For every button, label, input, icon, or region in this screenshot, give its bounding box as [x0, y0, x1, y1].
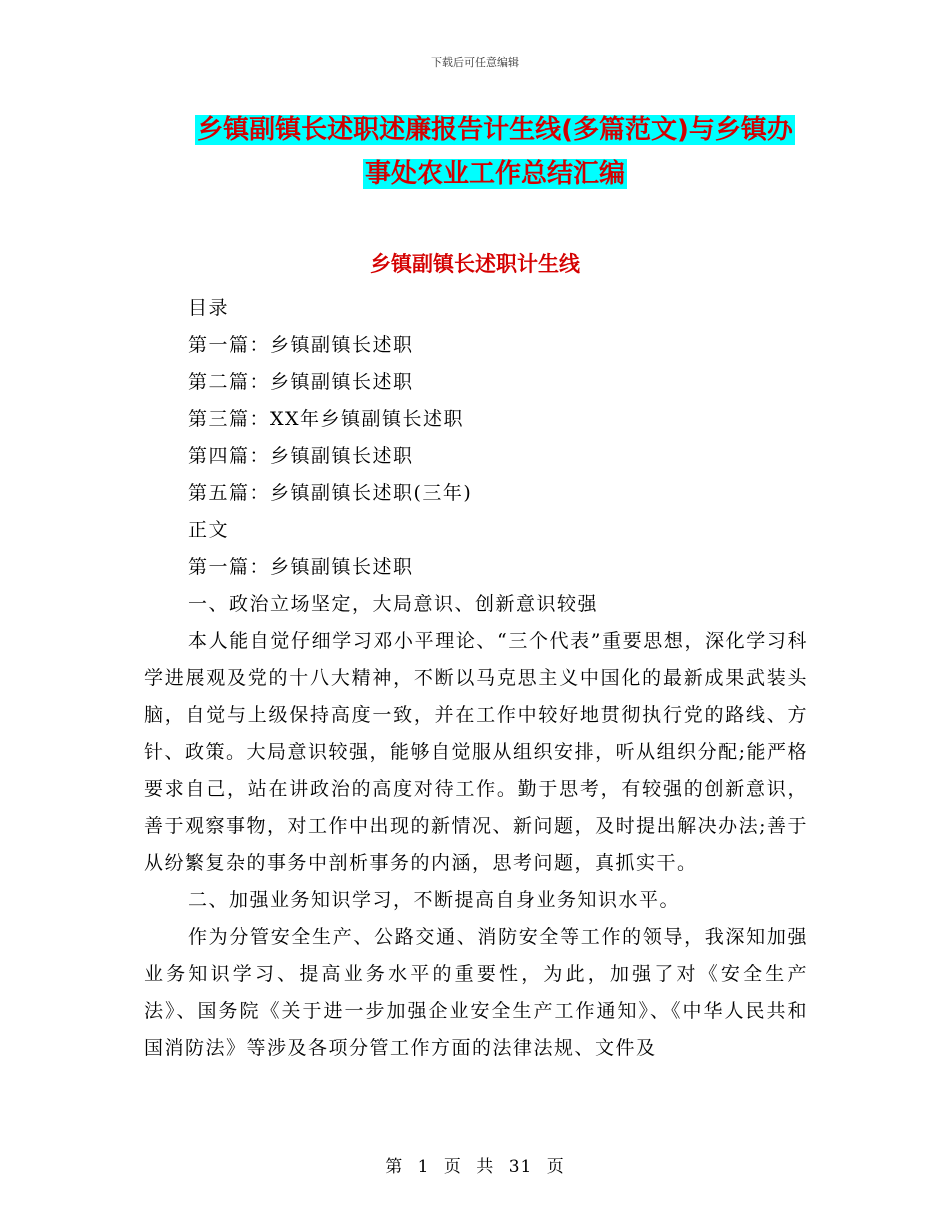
- toc-item: 第二篇：乡镇副镇长述职: [188, 371, 414, 393]
- footer-total-pages: 31: [508, 1157, 533, 1177]
- document-title-line-1: 乡镇副镇长述职述廉报告计生线(多篇范文)与乡镇办: [197, 115, 793, 145]
- toc-item: 第四篇：乡镇副镇长述职: [188, 445, 414, 467]
- paragraph-2: 作为分管安全生产、公路交通、消防安全等工作的领导，我深知加强业务知识学习、提高业务水平的重要性，为此，加强了对《安全生产法》、国务院《关于进一步加强企业安全生产工作通知》、《中华人民共和国消防法》等涉及各项分管工作方面的法律法规、文件及: [144, 926, 808, 1059]
- body-label: 正文: [188, 519, 230, 541]
- page-footer: [0, 1152, 950, 1177]
- footer-prefix: 第: [385, 1157, 404, 1177]
- toc-item: 第五篇：乡镇副镇长述职(三年): [188, 482, 473, 504]
- header-note: 下载后可任意编辑: [431, 56, 519, 69]
- section-title: 乡镇副镇长述职计生线: [370, 252, 580, 276]
- toc-item: 第三篇：XX年乡镇副镇长述职: [188, 408, 465, 430]
- footer-page-number: 1: [417, 1157, 430, 1177]
- document-title-line-2: 事处农业工作总结汇编: [364, 159, 625, 189]
- document-body: [144, 290, 808, 1067]
- toc-item: 第一篇：乡镇副镇长述职: [188, 334, 414, 356]
- footer-page-word: 页: [443, 1157, 462, 1177]
- toc-label: 目录: [188, 297, 230, 319]
- paragraph-1: 本人能自觉仔细学习邓小平理论、“三个代表”重要思想，深化学习科学进展观及党的十八大精神，不断以马克思主义中国化的最新成果武装头脑，自觉与上级保持高度一致，并在工作中较好地贯彻执行党的路线、方针、政策。大局意识较强，能够自觉服从组织安排，听从组织分配;能严格要求自己，站在讲政治的高度对待工作。勤于思考，有较强的创新意识，善于观察事物，对工作中出现的新情况、新问题，及时提出解决办法;善于从纷繁复杂的事务中剖析事务的内涵，思考问题，真抓实干。: [144, 630, 808, 874]
- heading-1: 一、政治立场坚定，大局意识、创新意识较强: [188, 593, 599, 615]
- footer-suffix: 页: [546, 1157, 565, 1177]
- footer-total-prefix: 共: [476, 1157, 495, 1177]
- document-title: [150, 108, 840, 196]
- heading-2: 二、加强业务知识学习，不断提高自身业务知识水平。: [188, 889, 681, 911]
- part-title: 第一篇：乡镇副镇长述职: [188, 556, 414, 578]
